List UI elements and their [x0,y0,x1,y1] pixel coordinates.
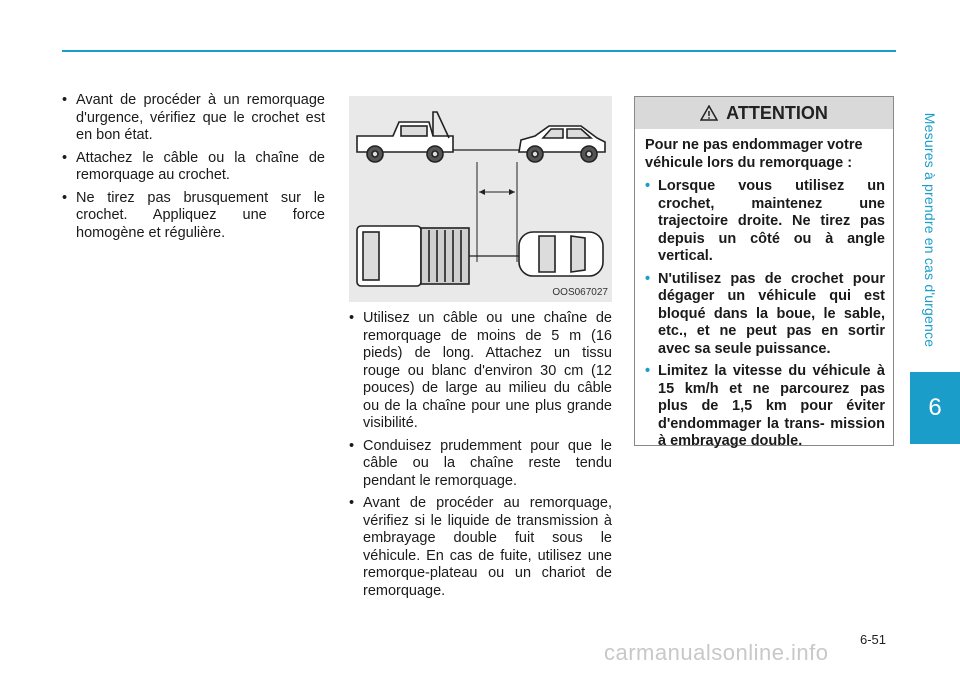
towing-illustration [349,96,612,302]
middle-bullet-list [349,310,612,600]
middle-bullet-item: • Utilisez un câble ou une chaîne de remorquage de moins de 5 m (16 pieds) de long. Attachez un tissu rouge ou blanc d'environ 30 cm (12 pouces) de large au milieu du câble ou de la chaîne pour une plus grande visibilité. [349,310,612,433]
attention-list [645,178,885,451]
attention-intro: Pour ne pas endommager votre véhicule lors du remorquage : [645,137,863,171]
left-bullet-list [62,92,325,242]
chapter-tab: 6 [910,372,960,444]
towed-car-side-view [519,126,605,162]
top-rule [62,50,896,52]
attention-item: • N'utilisez pas de crochet pour dégager un véhicule qui est bloqué dans la boue, le sable, etc., et ne peut pas en sortir avec sa seule puissance. [645,271,885,359]
tow-truck-side-view [357,112,453,162]
left-bullet-item: • Ne tirez pas brusquement sur le crochet. Appliquez une force homogène et régulière. [62,190,325,243]
towing-diagram-svg [349,96,612,302]
left-bullet-item: • Avant de procéder à un remorquage d'urgence, vérifiez que le crochet est en bon état. [62,92,325,145]
towed-car-top-view [519,232,603,276]
tow-truck-top-view [357,226,469,286]
attention-title: ATTENTION [726,102,828,123]
attention-header [635,97,893,129]
attention-item: • Lorsque vous utilisez un crochet, maintenez une trajectoire droite. Ne tirez pas depuis un côté ou à angle vertical. [645,178,885,266]
warning-triangle-icon [700,105,718,121]
attention-item: • Limitez la vitesse du véhicule à 15 km/h et ne parcourez pas plus de 1,5 km pour éviter d'endommager la trans- mission à embrayage double. [645,363,885,451]
page-number: 6-51 [860,632,887,647]
middle-bullet-item: • Avant de procéder au remorquage, vérifiez si le liquide de transmission à embrayage double fuit sous le véhicule. En cas de fuite, utilisez une remorque-plateau ou un chariot de remorquage. [349,495,612,600]
figure-code: OOS067027 [552,287,608,298]
left-bullet-item: • Attachez le câble ou la chaîne de remorquage au crochet. [62,150,325,185]
middle-column [349,310,612,605]
watermark: carmanualsonline.info [604,640,829,665]
section-side-title [910,100,950,360]
left-column [62,92,325,247]
attention-box [634,96,894,449]
attention-body [635,129,893,451]
middle-bullet-item: • Conduisez prudemment pour que le câble ou la chaîne reste tendu pendant le remorquage. [349,438,612,491]
section-side-title-text: Mesures à prendre en cas d'urgence [922,112,939,348]
